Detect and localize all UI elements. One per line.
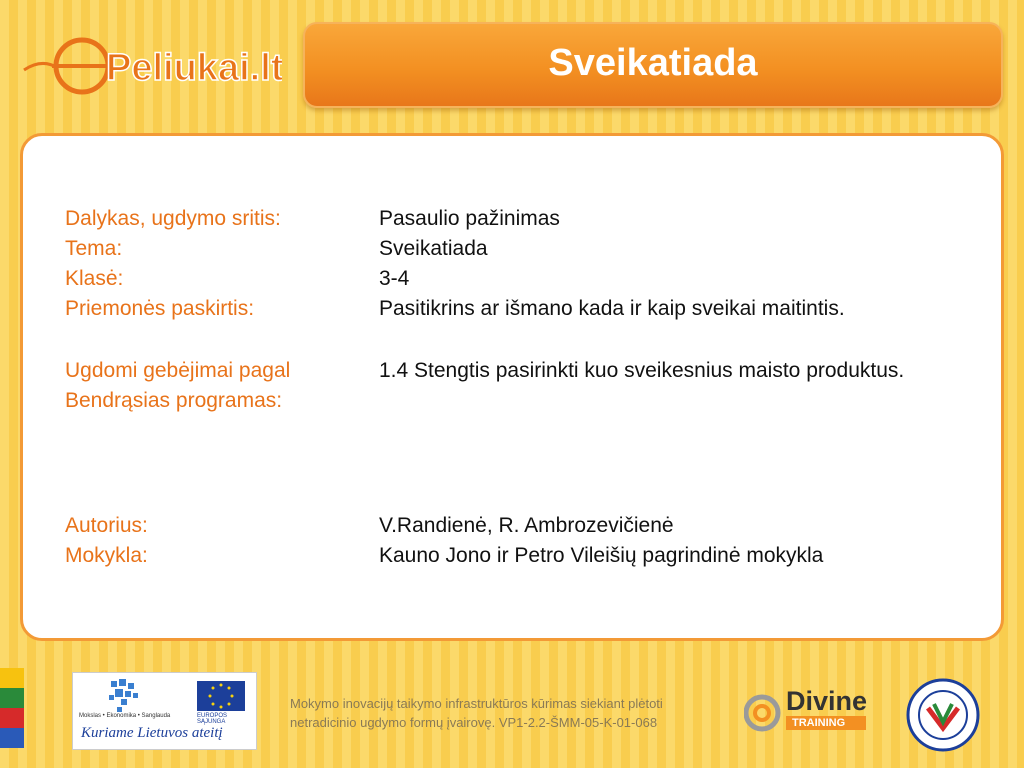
topic-label: Tema: — [65, 237, 123, 260]
page-title: Sveikatiada — [548, 42, 758, 84]
topic-value: Sveikatiada — [379, 237, 488, 260]
school-value: Kauno Jono ir Petro Vileišių pagrindinė mokykla — [379, 544, 824, 567]
eu-caption: EUROPOS SĄJUNGA — [197, 713, 228, 725]
peliukai-logo — [22, 28, 282, 98]
author-label: Autorius: — [65, 514, 148, 537]
grade-label: Klasė: — [65, 267, 124, 290]
divine-sub: TRAINING — [792, 717, 846, 729]
divine-training-logo — [744, 686, 868, 736]
info-card — [20, 133, 1004, 641]
skills-label-2: Bendrąsias programas: — [65, 389, 283, 412]
skills-label-1: Ugdomi gebėjimai pagal — [65, 359, 291, 382]
slogan: Kuriame Lietuvos ateitį — [81, 725, 223, 741]
school-label: Mokykla: — [65, 544, 148, 567]
color-stripes — [0, 668, 24, 748]
skills-value: 1.4 Stengtis pasirinkti kuo sveikesnius maisto produktus. — [379, 359, 905, 382]
purpose-label: Priemonės paskirtis: — [65, 297, 255, 320]
purpose-value: Pasitikrins ar išmano kada ir kaip sveikai maitintis. — [379, 297, 845, 320]
subject-label: Dalykas, ugdymo sritis: — [65, 207, 281, 230]
project-text: Mokymo inovacijų taikymo infrastruktūros kūrimas siekiant plėtoti netradicinio ugdymo formų įvairovę. VP1-2.2-ŠMM-05-K-01-068 — [290, 696, 663, 730]
subject-value: Pasaulio pažinimas — [379, 207, 560, 230]
logo-text: Peliukai.lt — [106, 47, 282, 89]
esf-caption: Mokslas • Ekonomika • Sanglauda — [79, 713, 171, 719]
author-value: V.Randienė, R. Ambrozevičienė — [379, 514, 674, 537]
title-bar — [303, 22, 1003, 108]
grade-value: 3-4 — [379, 267, 410, 290]
divine-text: Divine — [786, 686, 868, 716]
school-seal-logo — [906, 678, 980, 752]
esf-eu-logo — [72, 672, 257, 750]
